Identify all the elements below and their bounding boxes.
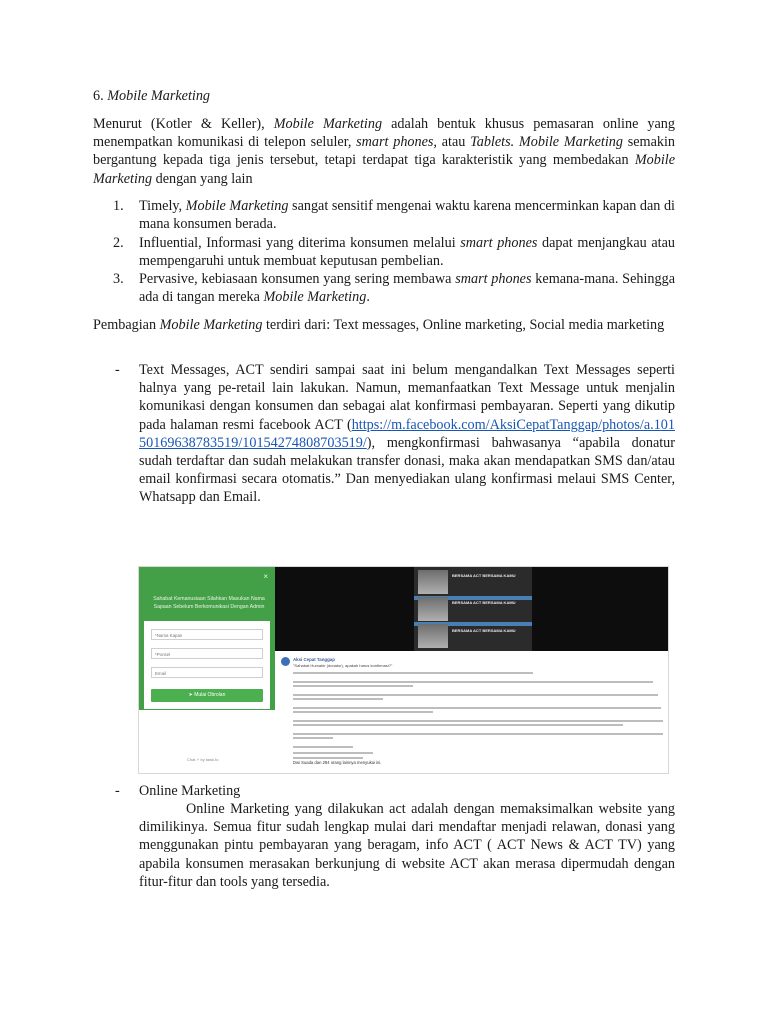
intro-text: dengan yang lain <box>152 170 253 187</box>
division-emphasis: Mobile Marketing <box>159 317 263 333</box>
list-emphasis: smart phones <box>455 271 532 287</box>
intro-emphasis: Mobile Marketing <box>93 152 675 187</box>
post-text-line <box>293 711 433 713</box>
online-marketing-body: Online Marketing yang dilakukan act adalah dengan memaksimalkan website yang dimilikinya. Semua fitur sudah lengkap mulai dari mendaftar menjadi relawan, donasi yang menggunakan pintu pembayaran yang beragam, info ACT ( ACT News & ACT TV) yang apabila konsumen merasakan berkunjung di website ACT akan merasa dipermudah dengan fitur-fitur dan tools yang tersedia. <box>139 801 675 890</box>
intro-paragraph <box>93 115 675 188</box>
image-caption: BERSAMA ACT BERSAMA KAMU <box>452 628 516 633</box>
child-photo <box>418 624 448 648</box>
list-text: kemana-mana. Sehingga ada di tangan mereka <box>139 271 675 306</box>
post-text-line <box>293 752 373 754</box>
phone-field[interactable]: *Ponsel <box>151 648 263 659</box>
close-icon[interactable]: × <box>263 572 268 581</box>
likes-count[interactable]: Dwi Suada dan 294 orang lainnya menyukai ini. <box>293 760 382 765</box>
intro-text: Menurut (Kotler & Keller), <box>93 116 274 132</box>
post-text-line <box>293 724 623 726</box>
post-first-line: "Sahabat Humabir (donatur), apakah harus konfirmasi?" <box>293 663 393 668</box>
list-item-online-marketing <box>113 782 675 800</box>
child-photo <box>418 570 448 594</box>
list-text: Pervasive, kebiasaan konsumen yang sering membawa <box>139 271 456 287</box>
list-number: 3. <box>113 271 124 287</box>
post-text-line <box>293 672 533 674</box>
section-heading <box>93 87 675 105</box>
post-text-line <box>293 694 658 696</box>
post-text-line <box>293 685 413 687</box>
chat-widget-footer: Chat ⚡ by tawk.to <box>187 757 219 762</box>
name-field[interactable]: *Nama Kapan <box>151 629 263 640</box>
post-text-line <box>293 707 661 709</box>
section-number: 6. <box>93 88 104 104</box>
list-emphasis: smart phones <box>460 235 538 251</box>
post-text-line <box>293 746 353 748</box>
list-emphasis: Mobile Marketing <box>185 198 289 214</box>
post-text-line <box>293 698 383 700</box>
facebook-post <box>275 567 668 773</box>
post-image <box>275 567 668 651</box>
post-author[interactable]: Aksi Cepat Tanggap <box>293 657 335 662</box>
image-caption: BERSAMA ACT BERSAMA KAMU <box>452 573 516 578</box>
list-dash: - <box>115 362 120 378</box>
list-emphasis: Mobile Marketing <box>263 289 367 306</box>
list-text: . <box>366 289 370 306</box>
intro-text: adalah bentuk khusus pemasaran online yang menempatkan komunikasi di telepon seluler, <box>93 116 675 151</box>
intro-text: atau <box>436 134 471 151</box>
facebook-screenshot <box>138 566 669 774</box>
list-text: dapat menjangkau atau mempengaruhi untuk membuat keputusan pembelian. <box>139 235 675 270</box>
list-number: 2. <box>113 235 124 251</box>
email-field[interactable]: Email <box>151 667 263 678</box>
post-text-line <box>293 733 663 735</box>
list-item <box>113 270 675 306</box>
division-text: terdiri dari: Text messages, Online marketing, Social media marketing <box>262 317 665 333</box>
intro-emphasis: Tablets. Mobile Marketing <box>470 134 623 151</box>
list-text: Influential, Informasi yang diterima konsumen melalui <box>139 235 461 251</box>
avatar <box>281 657 290 666</box>
list-item <box>113 197 675 233</box>
list-item-text-messages <box>113 361 675 507</box>
post-text-line <box>293 681 653 683</box>
facebook-link[interactable]: https://m.facebook.com/AksiCepatTanggap/photos/a.10150169638783519/10154274808703519/ <box>139 416 675 451</box>
division-text: Pembagian <box>93 317 160 333</box>
section-title: Mobile Marketing <box>107 88 211 104</box>
post-text-line <box>293 720 663 722</box>
post-text-line <box>293 757 363 759</box>
intro-text: semakin bergantung kepada tiga jenis tersebut, tetapi terdapat tiga karakteristik yang membedakan <box>93 134 676 169</box>
list-dash: - <box>115 783 120 799</box>
chat-widget <box>139 567 275 773</box>
list-text: ), mengkonfirmasi bahwasanya “apabila donatur sudah terdaftar dan sudah melakukan transfer donasi, maka akan mendapatkan SMS dan/atau email konfirmasi secara otomatis.” Dan menyediakan ulang konfirmasi melaui SMS Center, Whatsapp dan Email. <box>139 434 675 506</box>
list-text: sangat sensitif mengenai waktu karena mencerminkan kapan dan di mana konsumen berada. <box>139 198 675 233</box>
list-item <box>113 234 675 270</box>
intro-emphasis: Mobile Marketing <box>273 116 383 132</box>
post-text-line <box>293 737 333 739</box>
online-marketing-title: Online Marketing <box>139 783 241 799</box>
image-caption: BERSAMA ACT BERSAMA KAMU <box>452 600 516 605</box>
division-paragraph <box>93 316 675 334</box>
list-number: 1. <box>113 198 124 214</box>
start-chat-button[interactable]: ➤ Mulai Obrolan <box>151 689 263 702</box>
post-image-content <box>414 567 532 651</box>
chat-form <box>144 621 270 709</box>
list-text: Timely, <box>139 198 186 214</box>
chat-widget-title: Sahabat Kemanusiaan Silahkan Masukan Nama Sapaan Sebelum Berkomunikasi Dengan Admin <box>153 596 265 610</box>
list-text: Text Messages, ACT sendiri sampai saat ini belum mengandalkan Text Messages seperti halnya yang pe-retail lain lakukan. Namun, memanfaatkan Text Message untuk menjalin komunikasi dengan konsumen dan sebagai alat konfirmasi pembayaran. Seperti yang dikutip pada halaman resmi facebook ACT ( <box>139 362 675 433</box>
child-photo <box>418 597 448 621</box>
intro-emphasis: smart phones, <box>356 134 437 151</box>
